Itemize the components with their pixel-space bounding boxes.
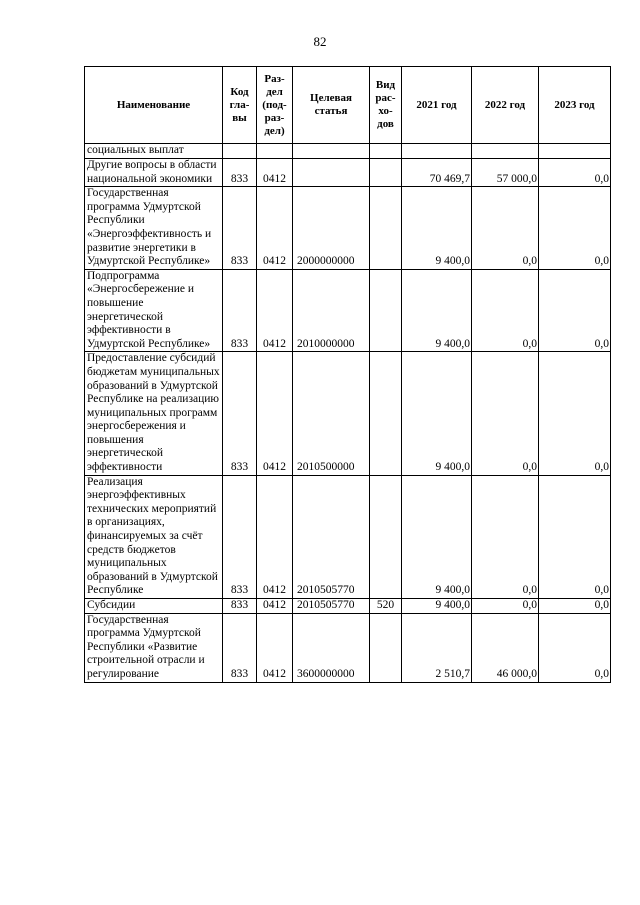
row-2021: 70 469,7 — [402, 159, 472, 187]
row-target: 2000000000 — [293, 187, 370, 270]
row-2022: 0,0 — [472, 352, 539, 475]
row-chapter: 833 — [223, 187, 257, 270]
row-chapter: 833 — [223, 599, 257, 614]
row-section: 0412 — [257, 269, 293, 352]
row-expense — [370, 269, 402, 352]
row-section: 0412 — [257, 599, 293, 614]
row-expense — [370, 159, 402, 187]
table-row — [85, 187, 611, 270]
row-target: 2010500000 — [293, 352, 370, 475]
row-2023: 0,0 — [539, 269, 611, 352]
row-2022 — [472, 144, 539, 159]
row-chapter: 833 — [223, 475, 257, 598]
table-row — [85, 599, 611, 614]
row-2022: 57 000,0 — [472, 159, 539, 187]
row-2023: 0,0 — [539, 187, 611, 270]
header-expense: Вид рас- хо- дов — [370, 67, 402, 144]
row-section: 0412 — [257, 613, 293, 682]
row-2021: 9 400,0 — [402, 599, 472, 614]
row-expense: 520 — [370, 599, 402, 614]
row-expense — [370, 144, 402, 159]
row-expense — [370, 475, 402, 598]
row-target — [293, 144, 370, 159]
row-name: Предоставление субсидий бюджетам муниципальных образований в Удмуртской Республике на реализацию муниципальных программ энергосбережения и повышения энергетической эффективности — [85, 352, 223, 475]
row-2021 — [402, 144, 472, 159]
row-name: Государственная программа Удмуртской Республики «Энергоэффективность и развитие энергетики в Удмуртской Республике» — [85, 187, 223, 270]
table-row — [85, 475, 611, 598]
row-target: 2010505770 — [293, 599, 370, 614]
row-2022: 0,0 — [472, 269, 539, 352]
header-2021: 2021 год — [402, 67, 472, 144]
row-2023: 0,0 — [539, 352, 611, 475]
row-target: 2010505770 — [293, 475, 370, 598]
row-chapter — [223, 144, 257, 159]
table-row — [85, 159, 611, 187]
header-chapter: Код гла- вы — [223, 67, 257, 144]
budget-table — [84, 66, 611, 683]
row-target — [293, 159, 370, 187]
row-2023: 0,0 — [539, 475, 611, 598]
row-expense — [370, 187, 402, 270]
header-target: Целевая статья — [293, 67, 370, 144]
table-row — [85, 352, 611, 475]
row-name: Подпрограмма «Энергосбережение и повышение энергетической эффективности в Удмуртской Республике» — [85, 269, 223, 352]
row-2022: 0,0 — [472, 187, 539, 270]
header-row — [85, 67, 611, 144]
row-2021: 9 400,0 — [402, 475, 472, 598]
row-section: 0412 — [257, 159, 293, 187]
row-2022: 0,0 — [472, 475, 539, 598]
row-chapter: 833 — [223, 159, 257, 187]
row-2022: 46 000,0 — [472, 613, 539, 682]
row-chapter: 833 — [223, 269, 257, 352]
header-2023: 2023 год — [539, 67, 611, 144]
row-section — [257, 144, 293, 159]
row-name: Субсидии — [85, 599, 223, 614]
row-2023: 0,0 — [539, 613, 611, 682]
row-name: Другие вопросы в области национальной экономики — [85, 159, 223, 187]
row-2023 — [539, 144, 611, 159]
row-name: Государственная программа Удмуртской Республики «Развитие строительной отрасли и регулирование — [85, 613, 223, 682]
row-section: 0412 — [257, 475, 293, 598]
table-row — [85, 269, 611, 352]
header-2022: 2022 год — [472, 67, 539, 144]
page-number: 82 — [313, 34, 327, 49]
row-2022: 0,0 — [472, 599, 539, 614]
table-row — [85, 144, 611, 159]
header-name: Наименование — [85, 67, 223, 144]
row-expense — [370, 613, 402, 682]
row-2021: 2 510,7 — [402, 613, 472, 682]
header-section: Раз- дел (под- раз- дел) — [257, 67, 293, 144]
row-2023: 0,0 — [539, 159, 611, 187]
row-section: 0412 — [257, 187, 293, 270]
row-2023: 0,0 — [539, 599, 611, 614]
table-row — [85, 613, 611, 682]
row-section: 0412 — [257, 352, 293, 475]
row-2021: 9 400,0 — [402, 269, 472, 352]
row-chapter: 833 — [223, 613, 257, 682]
row-expense — [370, 352, 402, 475]
row-name: Реализация энергоэффективных технических мероприятий в организациях, финансируемых за счёт средств бюджетов муниципальных образований в Удмуртской Республике — [85, 475, 223, 598]
row-target: 3600000000 — [293, 613, 370, 682]
row-2021: 9 400,0 — [402, 352, 472, 475]
row-2021: 9 400,0 — [402, 187, 472, 270]
row-target: 2010000000 — [293, 269, 370, 352]
row-chapter: 833 — [223, 352, 257, 475]
row-name: социальных выплат — [85, 144, 223, 159]
